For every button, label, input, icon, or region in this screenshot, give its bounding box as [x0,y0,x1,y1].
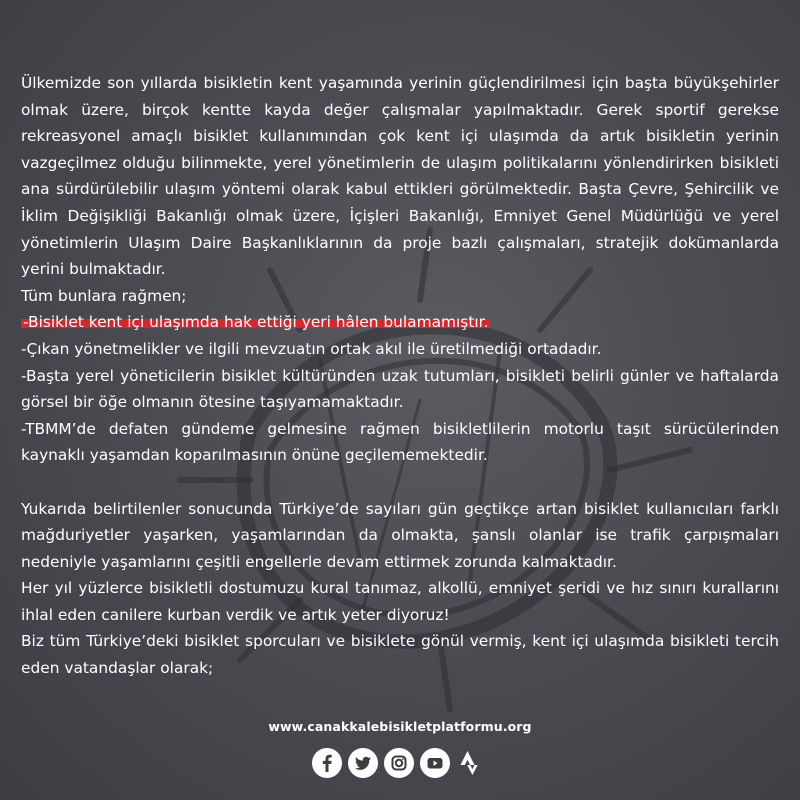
facebook-icon[interactable] [312,748,342,778]
bullet-item: -Çıkan yönetmelikler ve ilgili mevzuatın ortak akıl ile üretilmediği ortadadır. [21,339,602,358]
twitter-icon[interactable] [348,748,378,778]
paragraph-1: Ülkemizde son yıllarda bisikletin kent yaşamında yerinin güçlendirilmesi için başta büyükşehirler olmak üzere, birçok kentte kayda değer çalışmalar yapılmaktadır. Gerek sportif gerekse rekreasyonel amaçlı bisiklet kullanımından çok kent içi ulaşımda da artık bisikletin yerinin vazgeçilmez olduğu bilinmekte, yerel yönetimlerin de ulaşım politikalarını yönlendirirken bisikleti ana sürdürülebilir ulaşım yöntemi olarak kabul ettikleri görülmektedir. Başta Çevre, Şehircilik ve İklim Değişikliği Bakanlığı olmak üzere, İçişleri Bakanlığı, Emniyet Genel Müdürlüğü ve yerel yönetimlerin Ulaşım Daire Başkanlıklarının da proje bazlı çalışmaları, stratejik dokümanlarda yerini bulmaktadır. [21,74,779,279]
website-url[interactable]: www.canakkalebisikletplatformu.org [268,719,532,734]
paragraph-4: Biz tüm Türkiye’deki bisiklet sporcuları ve bisiklete gönül vermiş, kent içi ulaşımda bisikleti tercih eden vatandaşlar olarak; [21,632,779,678]
instagram-icon[interactable] [384,748,414,778]
highlighted-bullet: -Bisiklet kent içi ulaşımda hak ettiği yeri hâlen bulamamıştır. [23,313,489,332]
document-body [21,70,779,682]
paragraph-3: Her yıl yüzlerce bisikletli dostumuzu kural tanımaz, alkollü, emniyet şeridi ve hız sınırı kurallarını ihlal eden canilere kurban verdik ve artık yeter diyoruz! [21,579,779,624]
intro-paragraph [21,70,779,469]
bullet-item: -Başta yerel yöneticilerin bisiklet kültüründen uzak tutumları, bisikleti belirli günler ve haftalarda görsel bir öğe olmanın ötesine taşıyamamaktadır. [21,366,779,412]
closing-paragraphs [21,496,779,682]
footer [0,716,800,735]
social-icons [312,748,486,778]
youtube-icon[interactable] [420,748,450,778]
paragraph-2: Yukarıda belirtilenler sonucunda Türkiye’de sayıları gün geçtikçe artan bisiklet kullanıcıları farklı mağduriyetler yaşarken, yaşamlarından da olmakta, şanslı olanlar ise trafik çarpışmaları nedeniyle yaşamlarını çeşitli engellerle devam ettirmek zorunda kalmaktadır. [21,499,779,571]
intro-line: Tüm bunlara rağmen; [21,286,187,305]
bullet-item [21,309,779,336]
bullet-item: -TBMM’de defaten gündeme gelmesine rağmen bisikletlilerin motorlu taşıt sürücülerinden kaynaklı yaşamdan koparılmasının önüne geçilememektedir. [21,419,779,465]
paragraph-gap [21,469,779,496]
strava-icon[interactable] [456,748,486,778]
